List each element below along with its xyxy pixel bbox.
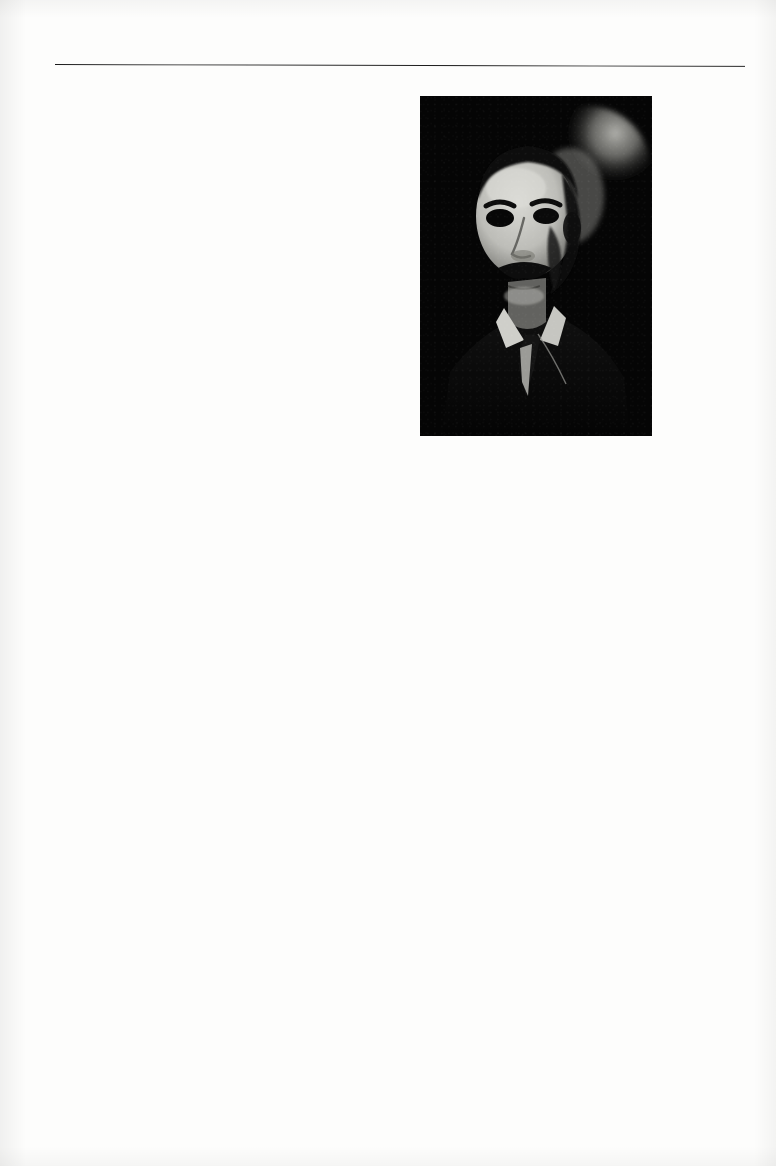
- halftone-grain: [420, 96, 652, 436]
- header-rule: [55, 64, 745, 67]
- portrait-photo: [420, 96, 652, 436]
- figure-caption-subtitle: [370, 470, 714, 483]
- portrait-figure: [420, 96, 652, 436]
- running-head: [55, 33, 745, 63]
